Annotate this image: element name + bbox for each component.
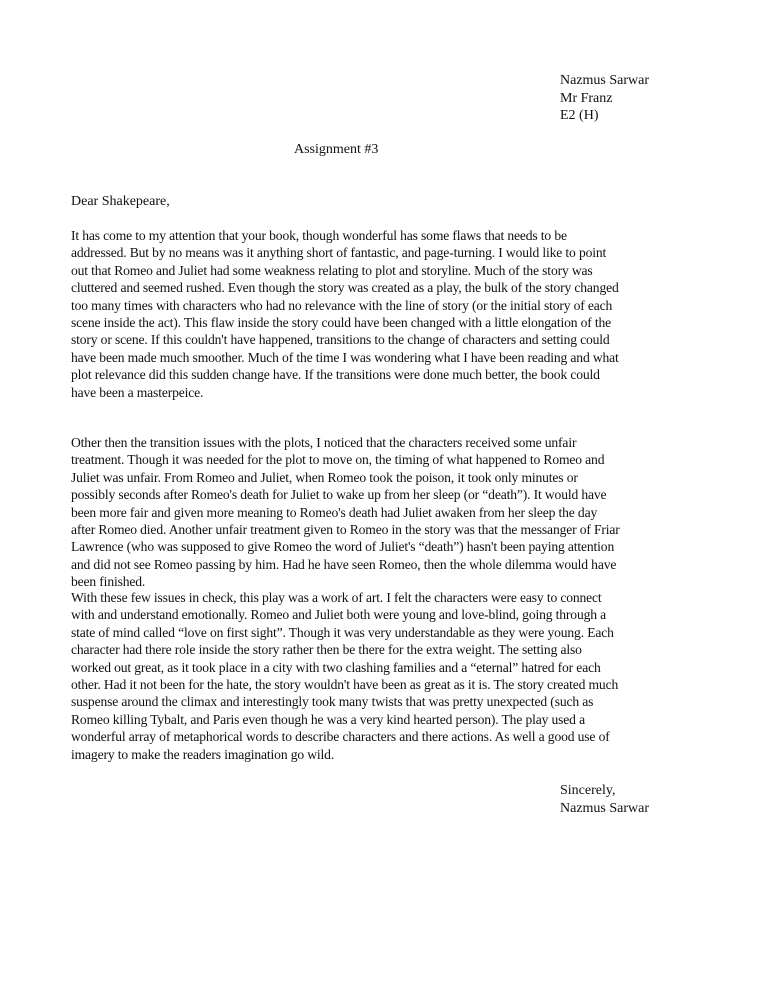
paragraph-line: been finished. bbox=[71, 574, 146, 590]
paragraph-line: possibly seconds after Romeo's death for Juliet to wake up from her sleep (or “death”). It would have bbox=[71, 487, 607, 503]
paragraph-line: suspense around the climax and interestingly took many twists that was pretty unexpected (such as bbox=[71, 694, 594, 710]
paragraph-2 bbox=[71, 434, 721, 591]
salutation: Dear Shakepeare, bbox=[71, 194, 170, 209]
teacher-name: Mr Franz bbox=[560, 90, 613, 106]
paragraph-line: plot relevance did this sudden change have. If the transitions were done much better, the book could bbox=[71, 367, 600, 383]
paragraph-line: out that Romeo and Juliet had some weakness relating to plot and storyline. Much of the story was bbox=[71, 262, 593, 278]
paragraph-line: Lawrence (who was supposed to give Romeo the word of Juliet's “death”) hasn't been paying attention bbox=[71, 539, 615, 555]
header-block bbox=[560, 72, 649, 125]
paragraph-line: treatment. Though it was needed for the plot to move on, the timing of what happened to Romeo and bbox=[71, 452, 605, 468]
paragraph-line: imagery to make the readers imagination go wild. bbox=[71, 746, 335, 762]
paragraph-3 bbox=[71, 589, 721, 763]
paragraph-line: scene inside the act). This flaw inside the story could have been changed with a little elongation of the bbox=[71, 315, 612, 331]
signature: Nazmus Sarwar bbox=[560, 800, 650, 816]
paragraph-line: addressed. But by no means was it anything short of fantastic, and page-turning. I would like to point bbox=[71, 245, 607, 261]
paragraph-line: worked out great, as it took place in a city with two clashing families and a “eternal” hatred for each bbox=[71, 659, 601, 675]
paragraph-line: character had there role inside the story rather then be there for the extra weight. The setting also bbox=[71, 642, 582, 658]
paragraph-line: It has come to my attention that your book, though wonderful has some flaws that needs to be bbox=[71, 228, 567, 243]
paragraph-line: Other then the transition issues with the plots, I noticed that the characters received some unfair bbox=[71, 435, 577, 450]
paragraph-line: too many times with characters who had no relevance with the line of story (or the initial story of each bbox=[71, 297, 613, 313]
valediction: Sincerely, bbox=[560, 783, 616, 798]
paragraph-line: cluttered and seemed rushed. Even though the story was created as a play, the bulk of the story changed bbox=[71, 280, 619, 296]
paragraph-line: wonderful array of metaphorical words to describe characters and there actions. As well a good use of bbox=[71, 729, 610, 745]
paragraph-line: state of mind called “love on first sight”. Though it was very understandable as they were young. Each bbox=[71, 624, 614, 640]
paragraph-line: other. Had it not been for the hate, the story wouldn't have been as great as it is. The story created much bbox=[71, 677, 619, 693]
class-name: E2 (H) bbox=[560, 108, 599, 123]
paragraph-line: and did not see Romeo passing by him. Had he have seen Romeo, then the whole dilemma would have bbox=[71, 556, 617, 572]
paragraph-line: Juliet was unfair. From Romeo and Juliet, when Romeo took the poison, it took only minutes or bbox=[71, 469, 578, 485]
paragraph-line: have been a masterpeice. bbox=[71, 384, 204, 400]
paragraph-line: Romeo killing Tybalt, and Paris even though he was a very kind hearted person). The play used a bbox=[71, 711, 585, 727]
paragraph-line: been more fair and given more meaning to Romeo's death had Juliet awaken from her sleep the day bbox=[71, 504, 598, 520]
paragraph-line: With these few issues in check, this play was a work of art. I felt the characters were easy to connect bbox=[71, 590, 602, 605]
closing-block bbox=[560, 782, 649, 817]
paragraph-line: after Romeo died. Another unfair treatment given to Romeo in the story was that the messanger of Friar bbox=[71, 522, 620, 538]
paragraph-1 bbox=[71, 227, 721, 401]
paragraph-line: with and understand emotionally. Romeo and Juliet both were young and love-blind, going through a bbox=[71, 607, 607, 623]
paragraph-line: story or scene. If this couldn't have happened, transitions to the change of characters and setting could bbox=[71, 332, 610, 348]
page-title: Assignment #3 bbox=[294, 142, 379, 157]
author-name: Nazmus Sarwar bbox=[560, 73, 650, 88]
paragraph-line: have been made much smoother. Much of the time I was wondering what I have been reading and what bbox=[71, 349, 619, 365]
